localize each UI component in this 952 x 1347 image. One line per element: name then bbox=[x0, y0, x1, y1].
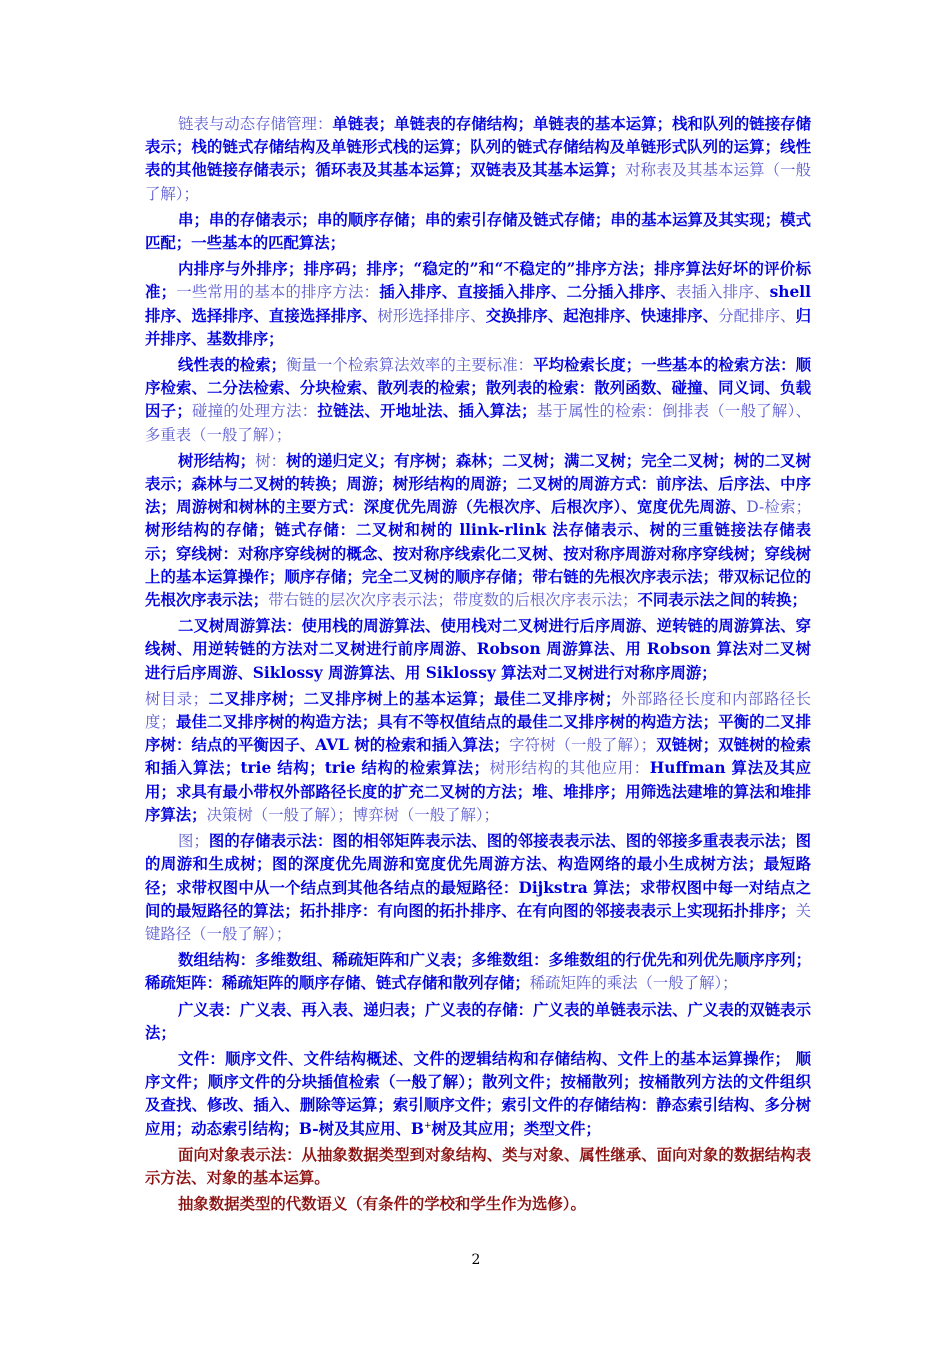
text-run: 串；串的存储表示；串的顺序存储；串的索引存储及链式存储；串的基本运算及其实现；模式匹配；一些基本的匹配算法； bbox=[145, 210, 811, 253]
paragraph-sorting bbox=[145, 258, 811, 351]
paragraph-array bbox=[145, 949, 811, 995]
text-run: 图的存储表示法：图的相邻矩阵表示法、图的邻接表表示法、图的邻接多重表表示法；图的周游和生成树；图的深度优先周游和宽度优先周游方法、构造网络的最小生成树方法；最短路径；求带权图中从一个结点到其他各结点的最短路径：Dijkstra 算法；求带权图中每一对结点之间的最短路径的算法；拓扑排序：有向图的拓扑排序、在有向图的邻接表表示上实现拓扑排序； bbox=[145, 832, 811, 920]
text-run: 插入排序、直接插入排序、二分插入排序、 bbox=[379, 283, 676, 302]
text-run: 衡量一个检索算法效率的主要标准： bbox=[286, 356, 534, 375]
document-body bbox=[145, 113, 811, 1219]
page-number: 2 bbox=[471, 1252, 481, 1268]
text-run: 决策树（一般了解）；博弈树（一般了解）； bbox=[206, 805, 499, 824]
text-run: 表插入排序、 bbox=[675, 283, 770, 302]
text-run: 双链树；双链树的检索和插入算法；trie 结构；trie 结构的检索算法； bbox=[145, 736, 811, 778]
text-run: 树形结构的存储；链式存储：二叉树和树的 llink-rlink 法存储表示、树的三重链接法存储表示；穿线树：对称序穿线树的概念、按对称序线索化二叉树、按对称序周游对称序穿线树；穿线树上的基本运算操作；顺序存储；完全二叉树的顺序存储；带右链的先根次序表示法；带双标记位的先根次序表示法； bbox=[145, 521, 811, 610]
text-run: 广义表：广义表、再入表、递归表；广义表的存储：广义表的单链表示法、广义表的双链表示法； bbox=[145, 1000, 811, 1042]
text-run: 单链表；单链表的存储结构；单链表的基本运算；栈和队列的链接存储表示；栈的链式存储结构及单链形式栈的运算；队列的链式存储结构及单链形式队列的运算；线性表的其他链接存储表示；循环表及其基本运算；双链表及其基本运算； bbox=[145, 115, 811, 180]
text-run: + bbox=[423, 1120, 432, 1131]
text-run: 交换排序、起泡排序、快速排序、 bbox=[485, 306, 719, 325]
text-run: 树及其应用；类型文件； bbox=[431, 1119, 601, 1138]
text-run: 二叉排序树；二叉排序树上的基本运算；最佳二叉排序树； bbox=[208, 689, 621, 708]
text-run: 关键路径（一般了解）； bbox=[145, 901, 811, 943]
text-run: 平均检索长度；一些基本的检索方法：顺序检索、二分法检索、分块检索、散列表的检索；散列表的检索：散列函数、碰撞、同义词、负载因子； bbox=[145, 356, 811, 421]
text-run: 数组结构：多维数组、稀疏矩阵和广义表；多维数组：多维数组的行优先和列优先顺序序列；稀疏矩阵：稀疏矩阵的顺序存储、链式存储和散列存储； bbox=[145, 951, 811, 993]
paragraph-tree-directory bbox=[145, 688, 811, 827]
paragraph-abstract-data-type bbox=[145, 1193, 811, 1216]
text-run: 树形结构的其他应用： bbox=[489, 759, 650, 778]
text-run: shell 排序、选择排序、直接选择排序、 bbox=[145, 283, 811, 325]
text-run: 树的递归定义；有序树；森林；二叉树；满二叉树；完全二叉树；树的二叉树表示；森林与二叉树的转换；周游；树形结构的周游；二叉树的周游方式：前序法、后序法、中序法；周游树和树林的主要方式：深度优先周游（先根次序、后根次序）、宽度优先周游、 bbox=[145, 451, 811, 517]
paragraph-linked-list bbox=[145, 113, 811, 206]
text-run: 文件：顺序文件、文件结构概述、文件的逻辑结构和存储结构、文件上的基本运算操作； 顺序文件；顺序文件的分块插值检索（一般了解）；散列文件；按桶散列；按桶散列方法的文件组织及查找、修改、插入、删除等运算；索引顺序文件；索引文件的存储结构：静态索引结构、多分树应用；动态索引结构；B-树及其应用、B bbox=[145, 1049, 811, 1138]
paragraph-generalized-list bbox=[145, 999, 811, 1045]
text-run: 外部路径长度和内部路径长度； bbox=[145, 689, 811, 732]
text-run: 链表与动态存储管理： bbox=[178, 115, 333, 133]
text-run: 图； bbox=[178, 832, 209, 851]
text-run: 树： bbox=[255, 451, 287, 470]
text-run: 带右链的层次次序表示法；带度数的后根次序表示法； bbox=[268, 591, 638, 610]
paragraph-file bbox=[145, 1048, 811, 1141]
text-run: 一些常用的基本的排序方法： bbox=[176, 283, 380, 302]
text-run: 最佳二叉排序树的构造方法；具有不等权值结点的最佳二叉排序树的构造方法；平衡的二叉排序树：结点的平衡因子、AVL 树的检索和插入算法； bbox=[145, 713, 811, 755]
paragraph-searching bbox=[145, 354, 811, 447]
text-run: 内排序与外排序；排序码；排序；“稳定的”和“不稳定的”排序方法；排序算法好坏的评价标准； bbox=[145, 260, 811, 302]
text-run: 稀疏矩阵的乘法（一般了解）； bbox=[529, 974, 738, 993]
text-run: D-检索； bbox=[746, 498, 812, 517]
text-run: 碰撞的处理方法： bbox=[191, 402, 318, 421]
text-run: 字符树（一般了解）； bbox=[509, 736, 657, 755]
text-run: 树形选择排序、 bbox=[377, 306, 486, 325]
text-run: 对称表及其基本运算（一般了解）； bbox=[145, 161, 811, 203]
text-run: Huffman 算法及其应用；求具有最小带权外部路径长度的扩充二叉树的方法；堆、堆排序；用筛选法建堆的算法和堆排序算法； bbox=[145, 759, 811, 824]
paragraph-string bbox=[145, 209, 811, 255]
text-run: 树形结构； bbox=[178, 451, 256, 470]
paragraph-tree-structure bbox=[145, 450, 811, 612]
text-run: 归并排序、基数排序； bbox=[145, 306, 811, 348]
paragraph-object-oriented bbox=[145, 1144, 811, 1190]
paragraph-binary-tree-traversal bbox=[145, 615, 811, 685]
text-run: 二叉树周游算法：使用栈的周游算法、使用栈对二叉树进行后序周游、逆转链的周游算法、穿线树、用逆转链的方法对二叉树进行前序周游、Robson 周游算法、用 Robson 算法对二叉树进行后序周游、Siklossy 周游算法、用 Siklossy 算法对二叉树进行对称序周游； bbox=[145, 617, 811, 682]
text-run: 拉链法、开地址法、插入算法； bbox=[317, 402, 537, 421]
text-run: 分配排序、 bbox=[718, 306, 796, 325]
text-run: 树目录； bbox=[145, 689, 208, 708]
text-run: 线性表的检索； bbox=[178, 356, 287, 375]
text-run: 抽象数据类型的代数语义（有条件的学校和学生作为选修）。 bbox=[178, 1195, 586, 1214]
text-run: 不同表示法之间的转换； bbox=[637, 591, 807, 610]
text-run: 面向对象表示法：从抽象数据类型到对象结构、类与对象、属性继承、面向对象的数据结构表示方法、对象的基本运算。 bbox=[145, 1145, 811, 1187]
text-run: 基于属性的检索：倒排表（一般了解）、多重表（一般了解）； bbox=[145, 402, 811, 444]
paragraph-graph bbox=[145, 830, 811, 946]
